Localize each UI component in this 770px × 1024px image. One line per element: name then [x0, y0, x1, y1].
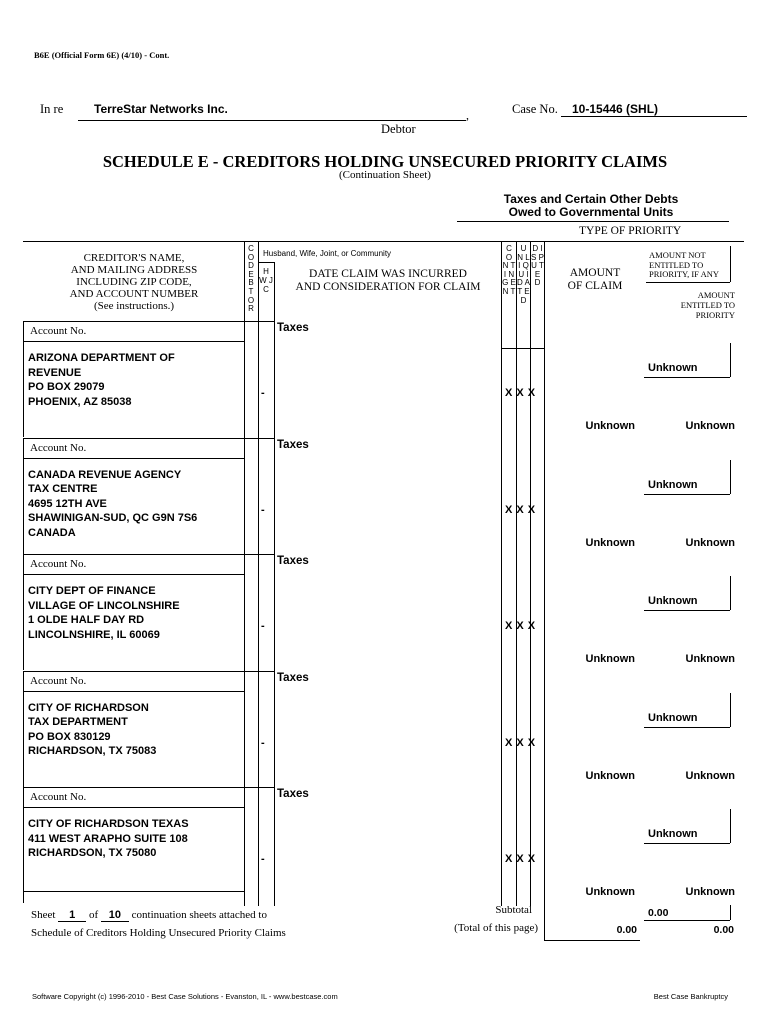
creditor-address-line: 4695 12TH AVE [28, 497, 107, 510]
col-divider-amount [544, 241, 545, 906]
creditor-left-border [23, 574, 24, 670]
account-label: Account No. [30, 791, 87, 803]
flags-contingent-unliquidated-disputed: X X X [505, 853, 536, 865]
sheet-total: 10 [101, 909, 129, 922]
subtotal-not-entitled-tick [730, 905, 731, 920]
creditor-address-line: PHOENIX, AZ 85038 [28, 395, 132, 408]
account-row-bottom [23, 341, 244, 342]
subtotal-amount-underline [544, 940, 640, 941]
entitled-value: Unknown [685, 653, 735, 665]
creditor-left-border [23, 341, 24, 437]
not-entitled-header-line: PRIORITY, IF ANY [649, 269, 719, 279]
subtotal-left-border [544, 904, 545, 940]
table-bottom-border [23, 891, 244, 892]
creditor-address-line: CANADA REVENUE AGENCY [28, 468, 182, 481]
account-row-top [23, 554, 275, 555]
entitled-header-line: AMOUNT [697, 290, 735, 300]
continuation-text: continuation sheets attached to [131, 909, 267, 921]
creditor-address [28, 701, 156, 759]
consideration: Taxes [277, 322, 309, 334]
not-entitled-value: Unknown [648, 595, 698, 607]
not-entitled-header [649, 251, 719, 280]
hwjc-value: - [261, 387, 265, 399]
creditor-address-line: CANADA [28, 526, 76, 539]
creditor-address [28, 584, 180, 642]
priority-underline [457, 221, 729, 222]
brand-text: Best Case Bankruptcy [653, 992, 728, 1001]
creditor-address [28, 468, 197, 541]
creditor-address-line: VILLAGE OF LINCOLNSHIRE [28, 599, 180, 612]
consideration: Taxes [277, 555, 309, 567]
debtor-label: Debtor [381, 122, 416, 136]
case-no: 10-15446 (SHL) [572, 102, 659, 116]
not-entitled-tick [730, 460, 731, 494]
consideration: Taxes [277, 671, 309, 684]
subtotal-not-entitled: 0.00 [648, 907, 669, 919]
account-label: Account No. [30, 441, 87, 454]
case-no-label: Case No. [512, 102, 558, 116]
account-row-top [23, 438, 275, 439]
hwjc-value: - [261, 736, 265, 749]
codebtor-header: C O D E B T O R [247, 244, 255, 314]
account-left-border [23, 787, 24, 807]
creditor-address-line: PO BOX 29079 [28, 381, 105, 394]
amount-of-claim: Unknown [585, 769, 635, 782]
account-row-bottom [23, 458, 244, 459]
account-left-border [23, 321, 24, 341]
amount-of-claim: Unknown [585, 653, 635, 665]
creditor-left-border [23, 807, 24, 903]
flags-contingent-unliquidated-disputed: X X X [505, 387, 536, 399]
not-entitled-underline [644, 377, 730, 378]
creditor-address-line: RICHARDSON, TX 75083 [28, 745, 157, 758]
not-entitled-header-line: AMOUNT NOT [649, 250, 706, 260]
amount-of-claim: Unknown [585, 536, 635, 549]
col-divider-disputed [530, 241, 531, 906]
hwjc-header-title: Husband, Wife, Joint, or Community [263, 249, 392, 258]
not-entitled-tick [730, 576, 731, 610]
in-re-label: In re [40, 102, 64, 116]
not-entitled-header-line: ENTITLED TO [649, 259, 704, 270]
not-entitled-underline [644, 494, 730, 495]
not-entitled-value: Unknown [648, 362, 698, 374]
creditor-header-line: AND ACCOUNT NUMBER [69, 288, 199, 300]
not-entitled-tick [730, 809, 731, 843]
page-title: SCHEDULE E - CREDITORS HOLDING UNSECURED PRIORITY CLAIMS [102, 152, 668, 171]
creditor-header [24, 252, 244, 312]
creditor-address-line: CITY OF RICHARDSON TEXAS [28, 818, 189, 830]
entitled-header-line: PRIORITY [695, 310, 735, 320]
hwjc-header-line [258, 262, 274, 263]
codebtor-cell [244, 458, 245, 554]
flags-contingent-unliquidated-disputed: X X X [505, 503, 536, 516]
account-row-top [23, 671, 275, 672]
codebtor-cell [244, 691, 245, 787]
codebtor-cell [244, 807, 245, 903]
creditor-address-line: CITY DEPT OF FINANCE [28, 585, 156, 597]
entitled-value: Unknown [685, 536, 735, 549]
debtor-underline [78, 120, 466, 121]
priority-category-line1: Taxes and Certain Other Debts [503, 192, 679, 206]
creditor-address-line: TAX DEPARTMENT [28, 716, 128, 729]
not-entitled-header-line-bottom [646, 282, 730, 283]
creditor-address-line: SHAWINIGAN-SUD, QC G9N 7S6 [28, 512, 198, 525]
creditor-address-line: 1 OLDE HALF DAY RD [28, 614, 145, 627]
creditor-address-line: CITY OF RICHARDSON [28, 701, 149, 714]
account-row-top [23, 321, 275, 322]
col-divider-contingent [501, 241, 502, 906]
not-entitled-value: Unknown [648, 711, 698, 724]
hwjc-value: - [261, 503, 265, 516]
priority-category-line2: Owed to Governmental Units [508, 205, 674, 219]
type-of-priority: TYPE OF PRIORITY [579, 225, 682, 237]
not-entitled-underline [644, 727, 730, 728]
subtotal-amount: 0.00 [616, 924, 637, 936]
creditor-header-line: (See instructions.) [93, 300, 175, 312]
flags-contingent-unliquidated-disputed: X X X [505, 620, 536, 632]
account-label: Account No. [30, 325, 87, 337]
entitled-header-line: ENTITLED TO [680, 300, 735, 310]
creditor-header-line: AND MAILING ADDRESS [70, 264, 198, 276]
col-divider-consideration [274, 262, 275, 906]
consideration: Taxes [277, 788, 309, 800]
sheet-line [31, 909, 267, 922]
hwjc-value: - [261, 853, 265, 865]
not-entitled-underline [644, 843, 730, 844]
not-entitled-tick [730, 343, 731, 377]
entitled-value: Unknown [685, 420, 735, 432]
form-id: B6E (Official Form 6E) (4/10) - Cont. [34, 50, 170, 60]
account-label: Account No. [30, 558, 87, 570]
account-left-border [23, 554, 24, 574]
entitled-value: Unknown [685, 769, 735, 782]
account-left-border [23, 671, 24, 691]
entitled-value: Unknown [685, 886, 735, 898]
sheet-of-label: of [88, 909, 99, 921]
creditor-left-border [23, 691, 24, 787]
creditor-address-line: PO BOX 830129 [28, 730, 111, 743]
page-subtitle: (Continuation Sheet) [339, 169, 431, 181]
subtotal-sub-label: (Total of this page) [454, 922, 538, 934]
case-no-underline [561, 116, 747, 117]
account-row-bottom [23, 691, 244, 692]
sheet-number: 1 [58, 909, 86, 922]
amount-of-claim: Unknown [585, 420, 635, 432]
creditor-address [28, 817, 189, 861]
not-entitled-tick [730, 693, 731, 727]
col-divider-hwjc [258, 241, 259, 906]
amount-header-line1: AMOUNT [569, 267, 621, 279]
creditor-address-line: 411 WEST ARAPHO SUITE 108 [28, 832, 188, 845]
account-label: Account No. [30, 674, 87, 687]
sheet-label: Sheet [31, 909, 56, 921]
creditor-address-line: REVENUE [28, 366, 82, 379]
account-row-top [23, 787, 275, 788]
amount-of-claim: Unknown [585, 886, 635, 898]
date-claim-header-line2: AND CONSIDERATION FOR CLAIM [295, 281, 481, 293]
creditor-address-line: TAX CENTRE [28, 483, 98, 496]
hwjc-value: - [261, 620, 265, 632]
amount-header-line2: OF CLAIM [567, 280, 623, 292]
entitled-header [640, 290, 735, 320]
creditor-header-line: CREDITOR'S NAME, [83, 252, 185, 264]
creditor-left-border [23, 458, 24, 554]
contingent-header: C O N T I N G E N T [502, 244, 516, 296]
creditor-address [28, 351, 175, 409]
subtotal-label: Subtotal [495, 904, 532, 916]
date-claim-header-line1: DATE CLAIM WAS INCURRED [309, 268, 467, 280]
subtotal-not-entitled-underline [644, 920, 730, 921]
col-divider-unliquidated [516, 241, 517, 906]
account-row-bottom [23, 574, 244, 575]
account-left-border [23, 438, 24, 458]
codebtor-cell [244, 574, 245, 670]
schedule-text: Schedule of Creditors Holding Unsecured Priority Claims [31, 927, 286, 939]
not-entitled-underline [644, 610, 730, 611]
unliquidated-header: U N L I Q U I D A T E D [517, 244, 530, 305]
debtor-name: TerreStar Networks Inc. [94, 102, 228, 116]
subtotal-entitled: 0.00 [713, 924, 734, 936]
disputed-header: D I S P U T E D [531, 244, 544, 288]
creditor-header-line: INCLUDING ZIP CODE, [76, 276, 192, 288]
not-entitled-value: Unknown [648, 828, 698, 840]
flags-header-bottom [501, 348, 544, 349]
creditor-address-line: LINCOLNSHIRE, IL 60069 [28, 628, 160, 641]
hwjc-header: H W J C [259, 267, 273, 294]
consideration: Taxes [277, 438, 309, 451]
not-entitled-header-tick [730, 246, 731, 282]
debtor-comma: , [466, 108, 469, 122]
creditor-address-line: ARIZONA DEPARTMENT OF [28, 352, 175, 364]
account-row-bottom [23, 807, 244, 808]
flags-contingent-unliquidated-disputed: X X X [505, 736, 536, 749]
copyright-text: Software Copyright (c) 1996-2010 - Best Case Solutions - Evanston, IL - www.bestcase.com [32, 992, 338, 1001]
table-top-border [23, 241, 744, 242]
creditor-address-line: RICHARDSON, TX 75080 [28, 847, 157, 860]
not-entitled-value: Unknown [648, 478, 698, 491]
codebtor-cell [244, 341, 245, 437]
